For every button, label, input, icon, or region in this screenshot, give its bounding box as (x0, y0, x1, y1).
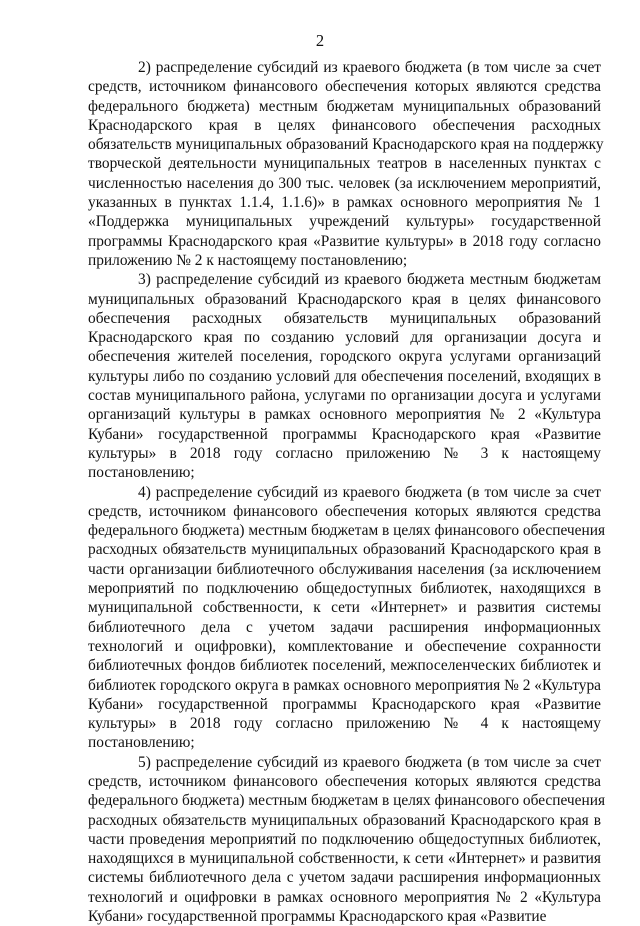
text-line: муниципальных образований Краснодарского края в целях финансового (88, 290, 601, 308)
text-line: федерального бюджета) местным бюджетам муниципальных образований (88, 97, 601, 115)
text-line: части проведения мероприятий по подключению общедоступных библиотек, (88, 830, 601, 848)
text-line: 5) распределение субсидий из краевого бюджета (в том числе за счет (138, 753, 601, 771)
text-line: библиотечных фондов библиотек поселений, межпоселенческих библиотек и (88, 657, 601, 675)
text-line: технологий и оцифровки), комплектование и обеспечение сохранности (88, 637, 601, 655)
text-line: творческой деятельности муниципальных театров в населенных пунктах с (88, 155, 601, 173)
text-line: Краснодарского края в целях финансового обеспечения расходных (88, 116, 601, 134)
text-line: приложению № 2 к настоящему постановлению; (88, 251, 408, 269)
paragraph (88, 753, 606, 926)
text-line: части организации библиотечного обслуживания населения (за исключением (88, 560, 601, 578)
page-number: 2 (315, 31, 325, 50)
text-line: находящихся в муниципальной собственности, к сети «Интернет» и развития (88, 850, 601, 868)
paragraph (88, 58, 604, 270)
text-line: «Поддержка муниципальных учреждений культуры» государственной (88, 213, 601, 231)
text-line: Кубани» государственной программы Краснодарского края «Развитие (88, 908, 547, 926)
text-line: культуры» в 2018 году согласно приложению № 4 к настоящему (88, 715, 601, 733)
text-line: обязательств муниципальных образований Краснодарского края на поддержку (88, 136, 604, 154)
text-line: расходных обязательств муниципальных образований Краснодарского края в (88, 541, 601, 559)
text-line: постановлению; (88, 734, 195, 752)
text-line: организаций культуры в рамках основного мероприятия № 2 «Культура (88, 406, 601, 424)
text-line: библиотечного дела с учетом задачи расширения информационных (88, 618, 601, 636)
text-line: федерального бюджета) местным бюджетам в целях финансового обеспечения (88, 792, 606, 810)
text-line: программы Краснодарского края «Развитие культуры» в 2018 году согласно (88, 232, 601, 250)
text-line: средств, источником финансового обеспечения которых являются средства (88, 772, 601, 790)
text-line: библиотек городского округа в рамках основного мероприятия № 2 «Культура (88, 676, 601, 694)
text-line: средств, источником финансового обеспечения которых являются средства (88, 502, 601, 520)
text-line: обеспечения жителей поселения, городского округа услугами организаций (88, 348, 601, 366)
text-line: культуры» в 2018 году согласно приложению № 3 к настоящему (88, 444, 601, 462)
text-line: численностью населения до 300 тыс. человек (за исключением мероприятий, (88, 174, 601, 192)
text-line: мероприятий по подключению общедоступных библиотек, находящихся в (88, 580, 601, 598)
text-line: постановлению; (88, 464, 195, 482)
text-line: Кубани» государственной программы Краснодарского края «Развитие (88, 425, 601, 443)
text-line: состав муниципального района, услугами по организации досуга и услугами (88, 387, 601, 405)
paragraph (88, 270, 601, 482)
text-line: 4) распределение субсидий из краевого бюджета (в том числе за счет (138, 483, 601, 501)
text-line: системы библиотечного дела с учетом задачи расширения информационных (88, 869, 601, 887)
text-line: указанных в пунктах 1.1.4, 1.1.6)» в рамках основного мероприятия № 1 (88, 194, 601, 212)
text-line: Кубани» государственной программы Краснодарского края «Развитие (88, 695, 601, 713)
text-line: федерального бюджета) местным бюджетам в целях финансового обеспечения (88, 522, 606, 540)
paragraph (88, 483, 606, 753)
text-line: технологий и оцифровки в рамках основного мероприятия № 2 «Культура (88, 888, 601, 906)
text-line: средств, источником финансового обеспечения которых являются средства (88, 78, 601, 96)
text-line: расходных обязательств муниципальных образований Краснодарского края в (88, 811, 601, 829)
text-line: 3) распределение субсидий из краевого бюджета местным бюджетам (138, 271, 601, 289)
text-line: муниципальной собственности, к сети «Интернет» и развития системы (88, 599, 601, 617)
text-line: Краснодарского края по созданию условий для организации досуга и (88, 329, 601, 347)
text-line: обеспечения расходных обязательств муниципальных образований (88, 309, 601, 327)
text-line: 2) распределение субсидий из краевого бюджета (в том числе за счет (138, 59, 601, 76)
text-line: культуры либо по созданию условий для обеспечения поселений, входящих в (88, 367, 601, 385)
document-body (88, 58, 606, 926)
